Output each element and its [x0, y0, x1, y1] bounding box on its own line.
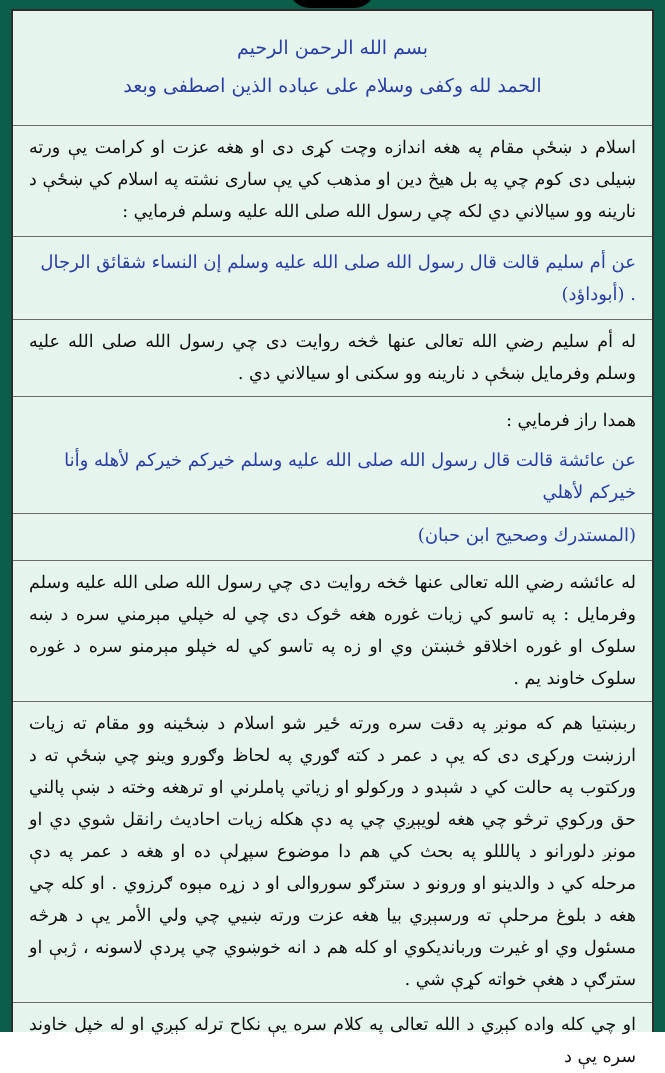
document-body	[13, 11, 652, 1073]
hadith-quote-1: عن أم سليم قالت قال رسول الله صلى الله عليه وسلم إن النساء شقائق الرجال . (أبوداؤد)	[40, 252, 636, 305]
translation-2: له عائشه رضي الله تعالى عنها څخه روايت دی چي رسول الله صلى الله عليه وسلم وفرمايل : په تاسو کي زيات غوره هغه څوک دی چي له خپلي مېرمني سره د ښه سلوک او غوره اخلاقو څښتن وي او زه په تاسو کي له خپلو مېرمنو سره د غوره سلوک خاوند يم .	[29, 573, 636, 689]
top-notch	[288, 0, 376, 8]
intro-paragraph: اسلام د ښځې مقام په هغه اندازه وچت کړی دی او هغه عزت او کرامت يې ورته ښيلی دی کوم چي په بل هيڅ دين او مذهب کي يې ساری نشته په اسلام کي ښځې د نارينه وو سيالاني دي لکه چي رسول الله صلى الله عليه وسلم فرمايي :	[29, 138, 636, 222]
hadith-quote-2: عن عائشة قالت قال رسول الله صلى الله عليه وسلم خيركم خيركم لأهله وأنا خيركم لأهلي	[64, 450, 636, 503]
paragraph-5: او چي کله واده کېږي د الله تعالى په کلام سره يې نکاح ترله کېږي او له خپل خاوند سره يې د	[29, 1015, 636, 1067]
translation-1: له أم سليم رضي الله تعالى عنها څخه روايت دی چي رسول الله صلى الله عليه وسلم وفرمايل ښځې د نارينه وو سکنی او سيالاني دي .	[29, 332, 636, 384]
hadith-quote-2-source: (المستدرك وصحيح ابن حبان)	[417, 525, 636, 546]
document-panel	[11, 9, 654, 1067]
paragraph-4: ربښتيا هم که مونږ په دقت سره ورته ځير شو اسلام د ښځينه وو مقام ته زيات ارزښت ورکړی دی که يې د عمر د کته ګوري په لحاظ وګورو وينو چي ښځې ته د ورکتوب په حالت کي د شېدو د ورکولو او زياتي پاملرني او ترهغه وخته د ښې پالني حق ورکوي ترڅو چي هغه لويېږي چي په دې هکله زيات احاديث رانقل شوي دي او مونږ دلورانو د پالللو په بحث کي هم دا موضوع سپړلې ده او هغه د عمر په دې مرحله کي د والدينو او ورونو د سترګو سوروالی او د زړه مېوه ګرزوي . او کله چي هغه د بلوغ مرحلې ته ورسېږي بيا هغه عزت ورته ښيي چي ولي الأمر يې د هرڅه مسئول وي او غيرت وربانديکوي او کله هم د انه خوښوي چي پردې لاسونه ، ژبې او سترګې د هغې خواته کړې شي .	[29, 714, 636, 990]
also-said-line: همدا راز فرمايي :	[506, 411, 636, 431]
hamd-heading: الحمد لله وكفى وسلام على عباده الذين اصطفى وبعد	[123, 75, 542, 97]
bismillah-heading: بسم الله الرحمن الرحيم	[237, 37, 428, 59]
